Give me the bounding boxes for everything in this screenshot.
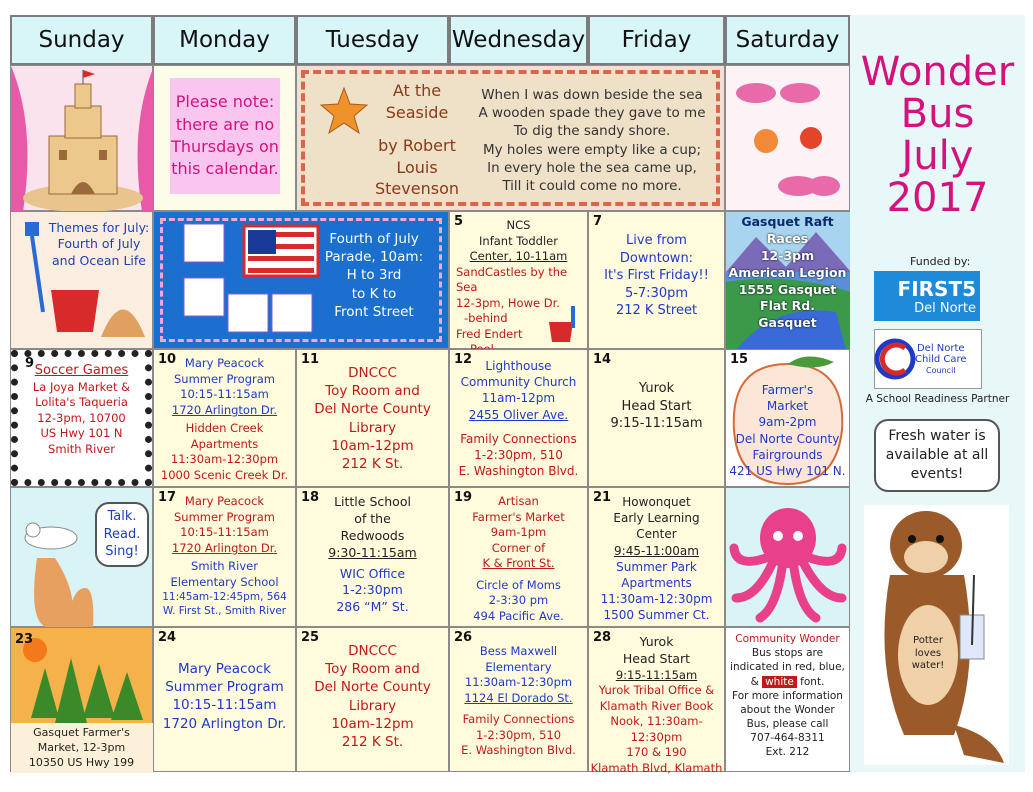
event-line: Del Norte County <box>735 431 840 446</box>
event-address: 1720 Arlington Dr. <box>171 540 278 555</box>
parade-cell <box>153 211 449 349</box>
poem-line: When I was down beside the sea <box>481 87 703 103</box>
day-14-cell <box>588 349 725 487</box>
event-line: Yurok <box>638 381 675 396</box>
event-line: W. First St., Smith River <box>162 605 287 618</box>
event-line: 1500 Summer Ct. <box>603 608 710 623</box>
event-bess-maxwell <box>450 644 587 759</box>
day-number: 15 <box>730 352 749 367</box>
flag-fireworks-icon <box>174 222 334 342</box>
day-12-cell <box>449 349 588 487</box>
info-line: font. <box>796 675 825 688</box>
poem-line: To dig the sandy shore. <box>513 123 671 140</box>
event-line: 10350 US Hwy 199 <box>28 755 135 769</box>
dnccc-emblem-icon <box>875 334 915 384</box>
header-saturday: Saturday <box>725 15 850 65</box>
event-line: of the <box>354 510 391 526</box>
event-line: La Joya Market & <box>32 379 131 394</box>
event-line: 10:15-11:15am <box>180 387 269 402</box>
title-line: Bus <box>900 91 975 137</box>
talk-read-sing-cell <box>10 487 153 627</box>
event-line: 11am-12pm <box>481 391 556 406</box>
first5-logo <box>874 271 980 321</box>
header-tuesday: Tuesday <box>296 15 449 65</box>
event-line: Del Norte County <box>314 401 431 418</box>
event-line: Lolita's Taqueria <box>35 395 128 410</box>
event-line: 5-7:30pm <box>624 285 689 301</box>
event-address: 1720 Arlington Dr. <box>171 402 278 417</box>
day-11-cell <box>296 349 449 487</box>
event-line: Downtown: <box>619 250 694 266</box>
event-line: NCS <box>506 218 531 232</box>
event-lighthouse <box>450 358 587 479</box>
poem-line: In every hole the sea came up, <box>487 159 697 176</box>
event-howonquet <box>589 494 724 624</box>
poem-line: Till it could come no more. <box>502 178 682 195</box>
event-line: Elementary <box>485 659 552 674</box>
octopus-cell <box>725 487 850 627</box>
otter-text: Potter loves water! <box>911 635 945 671</box>
day-number: 17 <box>158 490 177 505</box>
parade-text <box>314 230 434 321</box>
event-line: Head Start <box>622 650 691 666</box>
event-line: 10:15-11:15am <box>180 525 269 540</box>
event-line: DNCCC <box>348 643 397 659</box>
event-line: Yurok <box>639 634 674 649</box>
event-dnccc <box>297 642 448 751</box>
event-line: Smith River <box>48 441 115 456</box>
event-line: 1-2:30pm, 510 <box>475 727 562 742</box>
event-line: Farmer's <box>761 383 814 397</box>
header-friday: Friday <box>588 15 725 65</box>
event-line: 11:45am-12:45pm, 564 <box>162 591 287 604</box>
parade-line: Fourth of July <box>329 231 419 247</box>
info-cell <box>725 627 850 772</box>
day-24-cell <box>153 627 296 772</box>
event-line: American Legion <box>728 264 847 280</box>
event-line: Mary Peacock <box>184 494 265 508</box>
event-line: 12-3pm, Howe Dr. <box>456 295 560 310</box>
day-26-cell <box>449 627 588 772</box>
header-wednesday: Wednesday <box>449 15 588 65</box>
wonder-bus-title <box>850 51 1025 219</box>
event-line: E. Washington Blvd. <box>458 464 579 479</box>
event-line: 212 K St. <box>341 456 404 473</box>
speech-bubble <box>95 502 149 567</box>
themes-text: Themes for July: Fourth of July and Ocean Life <box>48 220 150 268</box>
raft-races-text <box>726 214 849 332</box>
event-line: Bess Maxwell <box>479 644 558 658</box>
day-number: 9 <box>25 356 35 371</box>
wonder-bus-info <box>726 632 849 760</box>
event-line: Yurok Tribal Office & <box>598 683 715 698</box>
poem-line: My holes were empty like a cup; <box>482 141 702 158</box>
poem-line: A wooden spade they gave to me <box>478 105 706 122</box>
dnccc-text: Child Care <box>915 354 967 366</box>
water-speech-bubble: Fresh water is available at all events! <box>874 419 1000 492</box>
first5-text: Del Norte <box>914 300 976 316</box>
event-line: Del Norte County <box>314 679 431 696</box>
sea-creatures-cell <box>725 65 850 211</box>
parade-line: to K to <box>351 285 397 302</box>
octopus-icon <box>726 488 851 628</box>
speech-line: Read. <box>103 526 141 542</box>
day-number: 12 <box>454 352 473 367</box>
day-10-cell <box>153 349 296 487</box>
event-ncs <box>450 218 587 265</box>
day-number: 18 <box>301 490 320 505</box>
event-soccer <box>11 362 152 457</box>
event-line: 494 Pacific Ave. <box>473 608 564 623</box>
day-23-cell <box>10 627 153 772</box>
event-line: Mary Peacock <box>178 661 271 677</box>
event-line: Gasquet Farmer's <box>33 726 130 739</box>
day-number: 10 <box>158 352 177 367</box>
day-number: 5 <box>454 214 464 229</box>
bucket-icon <box>543 304 583 344</box>
event-mary-peacock <box>154 356 295 483</box>
event-line: Smith River <box>191 559 258 574</box>
event-line: Mary Peacock <box>184 356 265 370</box>
event-line: Little School <box>334 494 411 509</box>
poem-author: by Robert Louis Stevenson <box>375 136 459 199</box>
event-line: DNCCC <box>348 365 397 381</box>
event-line: Summer Program <box>174 509 275 524</box>
event-title: Soccer Games <box>34 363 129 378</box>
event-line: 2-3:30 pm <box>488 593 549 608</box>
event-line: Market, 12-3pm <box>37 740 126 754</box>
event-line: Center <box>636 527 677 542</box>
day-18-cell <box>296 487 449 627</box>
event-line: 286 “M” St. <box>336 599 409 615</box>
event-line: 421 US Hwy 101 N. <box>729 463 846 478</box>
event-line: 1000 Scenic Creek Dr. <box>160 467 289 482</box>
event-line: Library <box>348 419 397 436</box>
event-line: Howonquet <box>622 495 691 509</box>
event-line: Artisan <box>498 494 539 508</box>
event-line: WIC Office <box>339 565 406 581</box>
parade-line: H to 3rd <box>346 267 402 284</box>
event-line: Gasquet Raft <box>741 214 834 229</box>
event-line: Community Church <box>460 375 577 390</box>
day-5-cell <box>449 211 588 349</box>
title-line: Wonder <box>860 49 1015 95</box>
sandcastle-cell <box>10 65 153 211</box>
event-line: Family Connections <box>462 712 575 727</box>
event-line: Head Start <box>621 398 692 414</box>
parade-line: Parade, 10am: <box>324 249 424 266</box>
white-word: white <box>762 676 797 688</box>
day-15-cell <box>725 349 850 487</box>
event-line: 1-2:30pm <box>342 582 403 598</box>
day-9-cell <box>10 349 153 487</box>
event-line: Elementary School <box>170 574 279 589</box>
month-label: July <box>901 133 974 179</box>
event-line: Toy Room and <box>325 661 420 678</box>
starfish-icon <box>319 86 369 136</box>
event-line: 12-3pm, 10700 <box>37 410 126 425</box>
event-line: Library <box>348 697 397 714</box>
event-line: Redwoods <box>340 527 405 543</box>
parade-line: Front Street <box>334 303 414 320</box>
event-line: 9:15-11:15am <box>615 667 698 682</box>
event-line: Summer Program <box>165 679 284 696</box>
sidebar <box>850 15 1025 772</box>
event-line: Market <box>766 399 809 414</box>
event-line: Klamath Blvd, Klamath <box>590 760 723 775</box>
event-yurok <box>589 380 724 433</box>
event-line: 11:30am-12:30pm <box>170 452 279 467</box>
event-line: 170 & 190 <box>626 745 687 760</box>
event-line: Apartments <box>190 436 259 451</box>
event-first-friday <box>589 232 724 320</box>
event-line: 12-3pm <box>760 247 815 263</box>
info-line: about the Wonder <box>740 703 835 716</box>
event-line: Toy Room and <box>325 383 420 400</box>
day-number: 25 <box>301 630 320 645</box>
day-25-cell <box>296 627 449 772</box>
dnccc-text: Del Norte <box>916 342 965 354</box>
event-artisan-market <box>450 494 587 624</box>
event-line: 212 K Street <box>615 303 698 319</box>
dnccc-text: Council <box>926 365 956 375</box>
day-17-cell <box>153 487 296 627</box>
event-line: Apartments <box>621 575 692 590</box>
day-28-cell <box>588 627 725 775</box>
event-mary-peacock <box>154 494 295 618</box>
event-line: Gasquet <box>758 315 817 331</box>
header-monday: Monday <box>153 15 296 65</box>
bucket-icon <box>11 212 154 350</box>
info-line: Community Wonder <box>735 633 840 645</box>
event-line: Hidden Creek <box>185 421 264 436</box>
calendar <box>10 15 850 775</box>
poem-text <box>467 86 717 195</box>
event-line: It's First Friday!! <box>604 268 709 284</box>
event-line: Family Connections <box>460 431 577 446</box>
day-number: 26 <box>454 630 473 645</box>
header-sunday: Sunday <box>10 15 153 65</box>
event-line: 10am-12pm <box>331 437 414 454</box>
event-line: Klamath River Book <box>599 698 714 713</box>
day-number: 21 <box>593 490 612 505</box>
first5-text: FIRST5 <box>897 276 976 301</box>
event-line: 9:45-11:00am <box>614 543 699 558</box>
event-line: SandCastles by the Sea <box>456 264 568 295</box>
info-line: 707-464-8311 <box>750 732 825 745</box>
info-line: indicated in red, blue, <box>730 661 845 674</box>
event-little-school <box>297 494 448 616</box>
event-line: Summer Program <box>174 371 275 386</box>
note-cell <box>153 65 296 211</box>
dnccc-logo <box>874 329 982 389</box>
event-line: Center, 10-11am <box>469 249 568 264</box>
info-line: For more information <box>732 689 843 702</box>
day-number: 11 <box>301 352 320 367</box>
event-line: 9:30-11:15am <box>328 544 417 560</box>
info-line: Bus, please call <box>746 718 829 731</box>
event-line: US Hwy 101 N <box>40 426 123 441</box>
event-line: 10am-12pm <box>331 715 414 732</box>
event-dnccc <box>297 364 448 473</box>
thursday-note: Please note: there are no Thursdays on this calendar. <box>170 78 280 194</box>
info-line: & <box>750 675 763 688</box>
event-line: Circle of Moms <box>476 577 561 592</box>
day-number: 23 <box>15 632 34 647</box>
day-number: 7 <box>593 214 603 229</box>
themes-cell <box>10 211 153 349</box>
event-line: 1-2:30pm, 510 <box>474 447 563 462</box>
event-farmers-market <box>726 382 849 479</box>
event-line: -behind <box>464 311 508 326</box>
event-line: 11:30am-12:30pm <box>464 675 573 690</box>
event-line: E. Washington Blvd. <box>461 743 576 758</box>
year-label: 2017 <box>886 175 989 221</box>
funded-label: Funded by: <box>910 255 971 268</box>
event-line: Fred Endert <box>456 326 523 341</box>
day-number: 24 <box>158 630 177 645</box>
day-number: 14 <box>593 352 612 367</box>
event-line: Infant Toddler <box>479 233 558 248</box>
partner-label: A School Readiness Partner <box>865 393 1010 405</box>
event-line: 11:30am-12:30pm <box>600 592 713 607</box>
otter-illustration <box>864 505 1009 765</box>
event-yurok-head-start <box>589 634 724 776</box>
event-mary-peacock <box>154 660 295 733</box>
speech-line: Talk. <box>107 509 137 524</box>
fish-crab-icon <box>726 66 851 212</box>
poem-title: At the Seaside <box>385 81 449 122</box>
event-gasquet-market <box>11 726 152 771</box>
event-address: K & Front St. <box>482 556 555 571</box>
event-line: Flat Rd. <box>760 298 815 314</box>
poem-cell <box>296 65 725 211</box>
info-line: Bus stops are <box>751 647 824 660</box>
day-number: 19 <box>454 490 473 505</box>
event-line: 9:15-11:15am <box>610 416 703 432</box>
day-21-cell <box>588 487 725 627</box>
event-line: 9am-2pm <box>758 415 817 430</box>
event-line: Corner of <box>491 540 546 555</box>
day-number: 28 <box>593 630 612 645</box>
event-line: 212 K St. <box>341 734 404 751</box>
day-19-cell <box>449 487 588 627</box>
event-line: 1720 Arlington Dr. <box>162 715 287 732</box>
event-line: Nook, 11:30am-12:30pm <box>610 714 703 744</box>
event-line: Fairgrounds <box>752 447 823 462</box>
speech-line: Sing! <box>105 544 139 560</box>
event-address: 1124 El Dorado St. <box>464 690 573 705</box>
day-7-cell <box>588 211 725 349</box>
event-line: Lighthouse <box>485 359 552 373</box>
event-line: 1555 Gasquet <box>738 281 837 297</box>
event-line: Live from <box>626 233 687 248</box>
event-line: Summer Park <box>616 559 697 574</box>
event-address: 2455 Oliver Ave. <box>468 407 569 422</box>
info-line: Ext. 212 <box>765 746 810 759</box>
event-line: 10:15-11:15am <box>172 697 277 714</box>
event-line: 9am-1pm <box>490 525 547 540</box>
sandcastle-icon <box>11 66 154 212</box>
raft-races-cell <box>725 211 850 349</box>
event-line: Early Learning <box>613 511 700 526</box>
event-line: Farmer's Market <box>472 509 565 524</box>
event-line: Races <box>766 230 809 246</box>
